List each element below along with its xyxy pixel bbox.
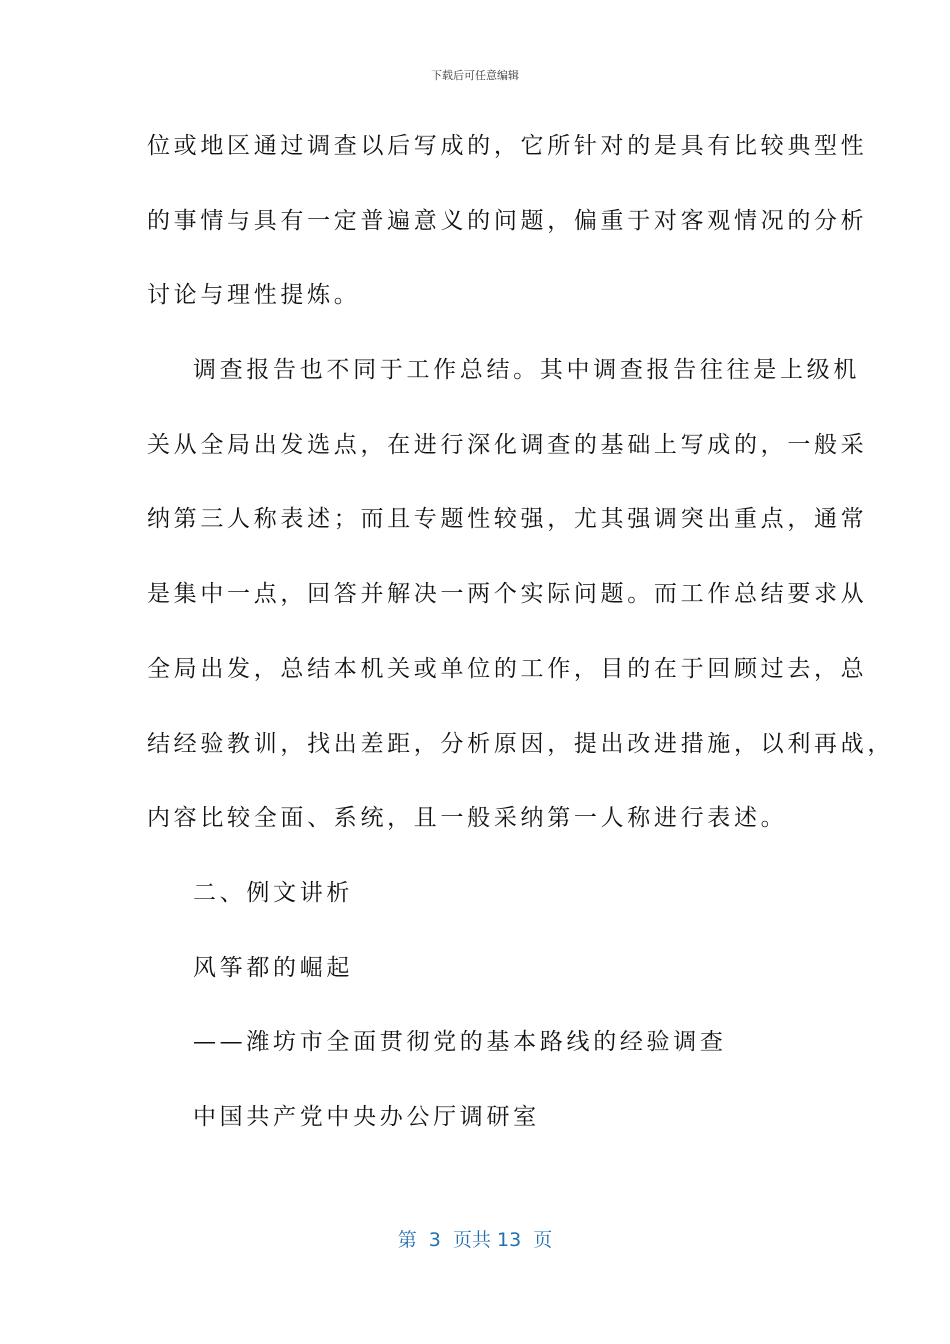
paragraph-line: 的事情与具有一定普遍意义的问题，偏重于对客观情况的分析 [147,207,868,234]
paragraph-line: 关从全局出发选点，在进行深化调查的基础上写成的，一般采 [147,431,868,458]
paragraph-line: 结经验教训，找出差距，分析原因，提出改进措施，以利再战， [147,730,895,757]
header-note: 下载后可任意编辑 [431,69,519,82]
paragraph-line: 纳第三人称表述；而且专题性较强，尤其强调突出重点，通常 [147,506,868,533]
paragraph-line: 内容比较全面、系统，且一般采纳第一人称进行表述。 [147,805,788,832]
paragraph-line: 全局出发，总结本机关或单位的工作，目的在于回顾过去，总 [147,655,868,682]
page-number: 第 3 页共 13 页 [397,1229,553,1251]
paragraph-line: 是集中一点，回答并解决一两个实际问题。而工作总结要求从 [147,581,868,608]
section-heading: 二、例文讲析 [193,879,354,906]
article-author: 中国共产党中央办公厅调研室 [193,1103,540,1130]
paragraph-line: 调查报告也不同于工作总结。其中调查报告往往是上级机 [193,357,860,384]
article-title: 风筝都的崛起 [193,954,354,981]
paragraph-line: 讨论与理性提炼。 [147,282,361,309]
article-subtitle: ——潍坊市全面贯彻党的基本路线的经验调查 [193,1029,727,1056]
document-body [147,122,895,1168]
paragraph-line: 位或地区通过调查以后写成的，它所针对的是具有比较典型性 [147,133,868,159]
